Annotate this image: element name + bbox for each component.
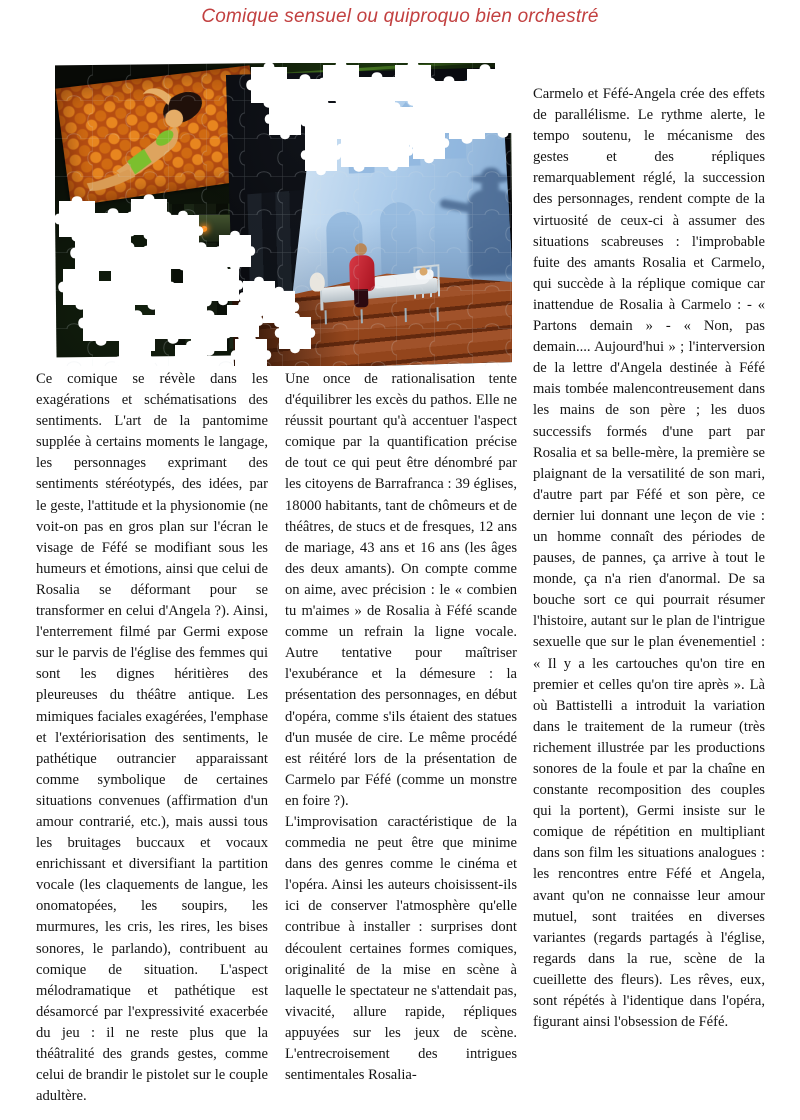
missing-puzzle-pieces xyxy=(55,63,512,366)
text-column-1 xyxy=(36,369,268,1107)
page-title: Comique sensuel ou quiproquo bien orchestré xyxy=(201,6,599,27)
paragraph: Une once de rationalisation tente d'équilibrer les excès du pathos. Elle ne réussit pourtant qu'à accentuer l'aspect comique par la quantification précise de tout ce qui peut être dénombré par les citoyens de Barrafranca : 39 églises, 18000 habitants, tant de chômeurs et de théâtres, de stucs et de fresques, 12 ans de mariage, 43 ans et 16 ans (les âges des deux amants). On compte comme on aime, avec précision : le « combien tu m'aimes » de Rosalia à Féfé scande comme un refrain la ligne vocale. Autre tentative pour maîtriser l'exubérance et la démesure : la présentation des personnages, en début d'opéra, comme s'ils étaient des statues d'un musée de cire. Le même procédé est réitéré lors de la présentation de Carmelo par Féfé (comme un monstre en foire ?). xyxy=(285,371,517,809)
puzzle-photomontage xyxy=(55,63,512,366)
text-column-3 xyxy=(533,84,765,1033)
paragraph: L'improvisation caractéristique de la commedia ne peut être que minime dans des genres comme le cinéma et l'opéra. Ainsi les auteurs choisissent-ils ici de conserver l'atmosphère qu'elle contribue à installer : surprises dont découlent certaines formes comiques, originalité de la mise en scène à laquelle le spectateur ne s'attendait pas, vivacité, allure rapide, répliques appuyées sur les jeux de scène. L'entrecroisement des intrigues sentimentales Rosalia- xyxy=(285,813,517,1084)
text-column-2 xyxy=(285,369,517,1086)
paragraph: Carmelo et Féfé-Angela crée des effets de parallélisme. Le rythme alerte, le tempo soutenu, le mécanisme des gestes et des répliques remarquablement réglé, la succession des personnages, rendent compte de la virtuosité de ceux-ci à assumer des situations scabreuses : l'improbable fuite des amants Rosalia et Carmelo, qui succède à la réplique comique car inattendue de Rosalia à Carmelo : - « Partons demain » - « Non, pas demain.... Aujourd'hui » ; l'interversion de la lettre d'Angela destinée à Féfé mais tombée malencontreusement dans les mains de son père ; les duos successifs formés d'une part par Rosalia et sa belle-mère, la première se plaignant de la versatilité de son mari, d'autre part par Féfé et son père, ce dernier lui donnant une leçon de vie : un homme connaît des périodes de pauses, de pannes, ça arrive à tout le monde, ça n'a rien d'anormal. De sa bouche sort ce qui pourrait résumer l'histoire, autant sur le plan de l'intrigue sexuelle que sur le plan évenementiel : « Il y a les cartouches qu'on tire en premier et celles qu'on tire après ». Là où Battistelli a introduit la variation dans le traitement de la rumeur (très richement illustrée par les productions sonores de la foule et par la chaîne en constante recomposition des couples qui la portent), Germi insiste sur le comique de répétition en multipliant dans son film les situations analogues : les rencontres entre Féfé et Angela, avant qu'on ne connaisse leur amour mutuel, sont traitées en diverses variantes (regards partagés à l'église, regards dans la rue, scène de la cueillette des fleurs). Les rêves, eux, sont répétés à l'identique dans l'opéra, figurant ainsi l'obsession de Féfé. xyxy=(533,86,765,1031)
paragraph: Ce comique se révèle dans les exagérations et schématisations des sentiments. L'art de la pantomime supplée à certains moments le langage, les personnages exprimant des sentiments stéréotypés, des idées, par le geste, l'attitude et la physionomie (ne voit-on pas en gros plan sur l'écran le visage de Féfé se modifiant sous les humeurs et émotions, ainsi que celui de Rosalia se déformant pour se transformer en celui d'Angela ?). Ainsi, l'enterrement filmé par Germi expose sur le parvis de l'église des femmes qui sont les dignes héritières des pleureuses du théâtre antique. Les mimiques faciales exagérées, l'emphase et l'extériorisation des sentiments, le pathétique outrancier apparaissant comme symbolique de certaines situations convenues (affirmation d'un amour contrarié, etc.), mais aussi tous les bruitages buccaux et vocaux enrichissant et diversifiant la partition vocale (les claquements de langue, les onomatopées, les soupirs, les murmures, les cris, les rires, les bises sonores, le parlando), contribuent au comique de situation. L'aspect mélodramatique et pathétique est désamorcé par l'expressivité exacerbée du jeu : il ne reste plus que la théâtralité des grands gestes, comme celui de brandir le pistolet sur le couple adultère. xyxy=(36,371,268,1105)
